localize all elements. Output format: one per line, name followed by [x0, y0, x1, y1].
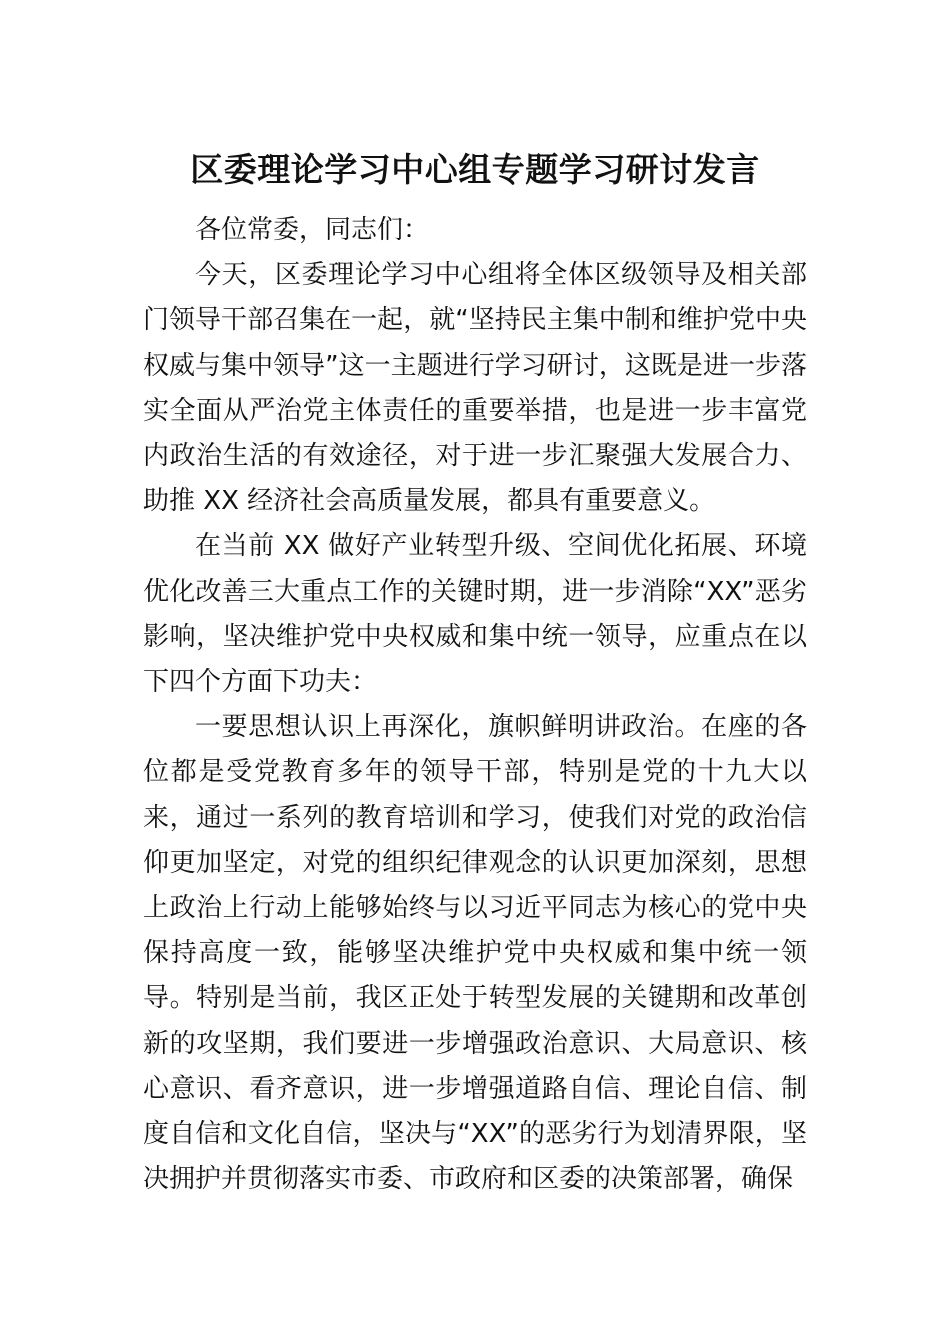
document-title: 区委理论学习中心组专题学习研讨发言: [190, 150, 760, 190]
body-paragraph-3: 一要思想认识上再深化，旗帜鲜明讲政治。在座的各位都是受党教育多年的领导干部，特别是党的十九大以来，通过一系列的教育培训和学习，使我们对党的政治信仰更加坚定，对党的组织纪律观念的认识更加深刻，思想上政治上行动上能够始终与以习近平同志为核心的党中央保持高度一致，能够坚决维护党中央权威和集中统一领导。特别是当前，我区正处于转型发展的关键期和改革创新的攻坚期，我们要进一步增强政治意识、大局意识、核心意识、看齐意识，进一步增强道路自信、理论自信、制度自信和文化自信，坚决与“XX”的恶劣行为划清界限，坚决拥护并贯彻落实市委、市政府和区委的决策部署，确保: [143, 712, 807, 1195]
greeting-paragraph: 各位常委，同志们：: [195, 215, 430, 245]
body-paragraph-1: 今天，区委理论学习中心组将全体区级领导及相关部门领导干部召集在一起，就“坚持民主集中制和维护党中央权威与集中领导”这一主题进行学习研讨，这既是进一步落实全面从严治党主体责任的重要举措，也是进一步丰富党内政治生活的有效途径，对于进一步汇聚强大发展合力、助推 XX 经济社会高质量发展，都具有重要意义。: [143, 260, 807, 517]
body-paragraph-2: 在当前 XX 做好产业转型升级、空间优化拓展、环境优化改善三大重点工作的关键时期，进一步消除“XX”恶劣影响，坚决维护党中央权威和集中统一领导，应重点在以下四个方面下功夫：: [143, 531, 807, 698]
document-body: [143, 208, 807, 1202]
